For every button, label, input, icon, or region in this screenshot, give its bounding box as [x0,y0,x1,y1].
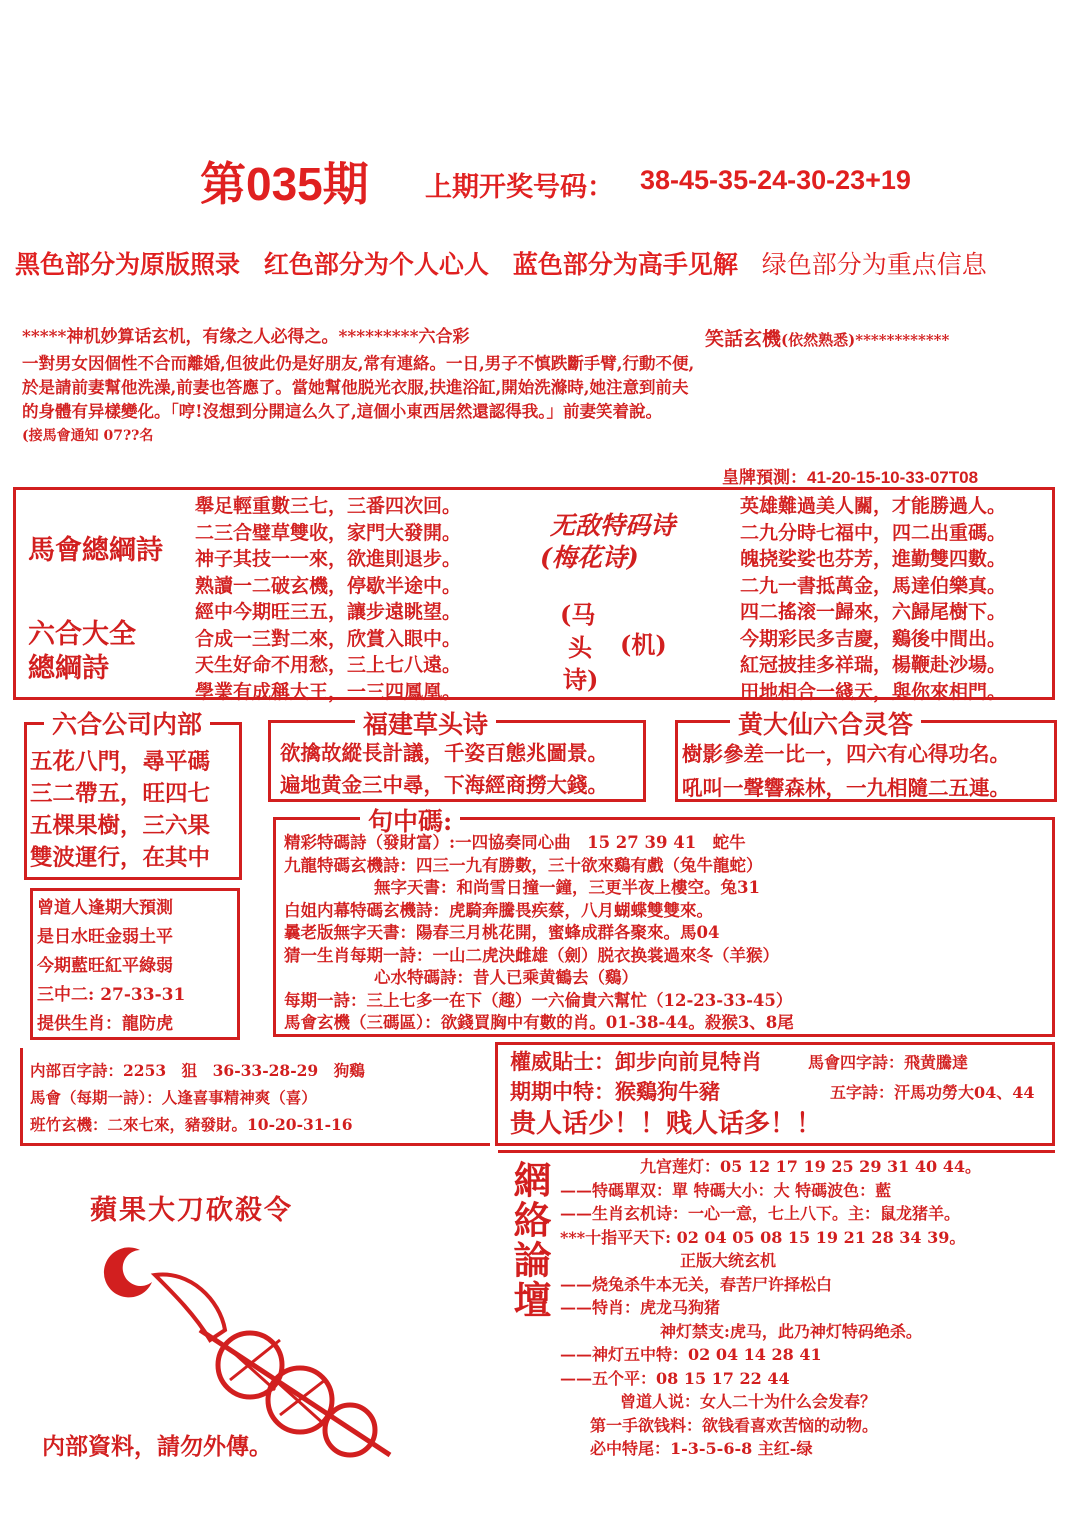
joke-header-right [705,324,949,351]
poem-line: 二九分時七福中，四二出重碼。 [740,521,1007,544]
fujian-line: 欲擒故縱長計議，千姿百態兆圖景。 [280,741,608,765]
joke-title: 笑話玄機 [705,328,782,350]
poem-line: 舉足輕重數三七，三番四次回。 [195,495,462,517]
huang-line: 吼叫一聲響森林，一九相隨二五連。 [682,776,1010,800]
sentence-title: 句中碼: [360,802,460,838]
forum-line: 神灯禁支:虎马，此乃神灯特码绝杀。 [660,1321,922,1341]
inner-line: 内部百字詩：2253 狙 36-33-28-29 狗鷄 [30,1061,365,1080]
zeng-line: 三中二: 27-33-31 [37,985,186,1005]
poem-mid-char-4: 诗) [563,665,599,694]
poem-left-title-3: 總綱詩 [28,653,109,684]
authority-label-2: 期期中特： [510,1079,615,1104]
sentence-line: 九龍特碼玄機詩：四三一九有勝數，三十欲來鷄有戲（兔牛龍蛇） [284,855,763,875]
legend-red: 红色部分为个人心人 [263,251,489,279]
poem-mid-char-1: (马 [560,600,596,629]
poem-line: 二九一書抵萬金，馬達伯樂真。 [740,574,1007,597]
fujian-lines [280,737,608,801]
forum-line: ——神灯五中特：02 04 14 28 41 [560,1345,822,1364]
authority-side-2: 五字詩：汗馬功勞大04、44 [830,1083,1035,1102]
poem-line: 經中今期旺三五，讓步遠眺望。 [195,601,462,623]
authority-text-2: 猴鷄狗牛豬 [615,1079,720,1104]
poem-mid-title-1: 无敌特码诗 [550,511,676,540]
poem-line: 學業有成稱大王，一三四鳳凰。 [195,680,462,703]
fujian-title: 福建草头诗 [355,705,496,741]
poem-mid-title-2: (梅花诗) [540,543,639,572]
zeng-lines [37,894,185,1039]
huang-line: 樹影參差一比一，四六有心得功名。 [682,742,1010,766]
poem-line: 合成一三對二來，欣賞入眼中。 [195,627,462,650]
zeng-line: 提供生肖：龍防虎 [37,1014,173,1034]
poem-line: 田地相合一綫天，與你來相門。 [740,680,1007,703]
inner-lines [30,1057,365,1138]
poem-left-title-2: 六合大全 [28,619,136,650]
authority-label-1: 權威貼士： [510,1049,615,1074]
poem-line: 今期彩民多吉慶，鷄後中間出。 [740,627,1007,650]
company-line: 雙波運行，在其中 [30,845,211,871]
joke-header-left: *****神机妙算话玄机，有缘之人必得之。*********六合彩 [22,327,470,347]
joke-line: 的身體有异樣變化。「哼!沒想到分開這么久了,這個小東西居然還認得我。」前妻笑着說。 [22,402,662,421]
poem-right [740,493,1006,705]
joke-line: (接馬會通知 07??名 [22,428,154,444]
color-legend [15,245,987,281]
forum-line: 第一手欲钱料：欲钱看喜欢苦恼的动物。 [590,1415,879,1435]
poem-line: 四二搖滚一歸來，六歸尾樹下。 [740,601,1007,623]
inner-line: 班竹玄機：二來七來，豬發財。10-20-31-16 [30,1115,353,1134]
sentence-line: 馬會玄機（三碼區）：欲錢買胸中有數的肖。01-38-44。殺猴3、8尾 [284,1013,794,1032]
joke-body [22,352,1062,448]
sword-illustration [100,1230,420,1460]
last-draw-label: 上期开奖号码： [425,172,614,202]
legend-green: 绿色部分为重点信息 [761,251,987,279]
forum-divider [498,1150,1055,1153]
sentence-line: 無字天書：和尚雪日撞一鐘，三更半夜上樓空。兔31 [374,878,760,897]
zeng-line: 是日水旺金弱土平 [37,927,173,947]
authority-text-1: 卸步向前見特肖 [615,1049,762,1074]
poem-line: 神子其技一一來，欲進則退步。 [195,548,462,570]
sentence-line: 心水特碼詩：昔人已乘黄鶴去（鷄） [374,968,638,987]
zeng-title: 曾道人逢期大預測 [37,898,173,918]
poem-line: 熟讀一二破玄機，停歇半途中。 [195,574,462,597]
joke-line: 於是請前妻幫他洗澡,前妻也答應了。當她幫他脱光衣服,扶進浴缸,開始洗滌時,她注意到前夫 [22,378,689,397]
huang-lines [682,737,1010,805]
fujian-line: 遍地黄金三中尋，下海經商撈大錢。 [280,773,608,797]
authority-slogan: 贵人话少！！贱人话多！！ [510,1109,823,1139]
poem-line: 天生好命不用愁，三上七八遠。 [195,654,462,676]
authority-row-1 [510,1046,762,1076]
forecast: 皇牌預測：41-20-15-10-33-07T08 [722,468,979,487]
sentence-line: 白姐内幕特碼玄機詩：虎騎奔騰畏疾蔡，八月蝴蝶雙雙來。 [284,900,713,920]
forum-lines [560,1155,981,1461]
forum-line: 曾道人说：女人二十为什么会发春？ [620,1392,877,1411]
forum-line: ——生肖玄机诗：一心一意，七上八下。主：鼠龙猪羊。 [560,1204,961,1223]
poem-mid-char-3: (机) [620,630,667,659]
forum-line: ——烧兔杀牛本无关，春苦尸许择松白 [560,1274,833,1294]
joke-note: (依然熟悉) [781,331,856,349]
joke-line: 一對男女因個性不合而離婚,但彼此仍是好朋友,常有連絡。一日,男子不慎跌斷手臂,行動不便, [22,354,695,373]
company-line: 三二帶五，旺四七 [30,781,211,807]
poem-line: 魄挠娑娑也芬芳，進勤雙四數。 [740,548,1007,570]
forum-line: 九宫莲灯：05 12 17 19 25 29 31 40 44。 [640,1157,981,1176]
poem-line: 二三合璧草雙收，家門大發開。 [195,521,462,544]
zeng-line: 今期藍旺紅平綠弱 [37,956,173,976]
sentence-line: 曩老版無字天書：陽春三月桃花開，蜜蜂成群各聚來。馬04 [284,923,720,942]
forum-line: ***十指平天下: 02 04 05 08 15 19 21 28 34 39。 [560,1227,966,1247]
forum-line: 正版大统玄机 [680,1251,777,1270]
poem-line: 紅冠披挂多祥瑞，楊鞭赴沙場。 [740,654,1007,676]
issue-number: 第035期 [200,158,369,210]
legend-black: 黑色部分为原版照录 [15,251,241,279]
company-line: 五花八門，尋平碼 [30,749,211,775]
crescent-icon [104,1247,152,1297]
sword-note: 内部資料，請勿外傳。 [42,1433,272,1460]
authority-side-1: 馬會四字詩：飛黄騰達 [808,1053,969,1072]
last-draw-numbers: 38-45-35-24-30-23+19 [640,165,911,195]
blade-icon [155,1274,225,1340]
forum-line: 必中特尾：1-3-5-6-8 主红-绿 [590,1439,813,1458]
legend-blue: 蓝色部分为高手见解 [512,251,738,279]
sentence-line: 猜一生肖每期一詩：一山二虎決雌雄（劍）脱衣换裳過來冬（羊猴） [284,945,779,965]
sentence-line: 每期一詩：三上七多一在下（趣）一六倫貴六幫忙（12-23-33-45） [284,990,793,1010]
poem-mid-char-2: 头 [568,633,592,662]
company-lines [30,746,210,874]
forum-line: ——特肖：虎龙马狗猪 [560,1298,721,1317]
forum-line: ——特碼單双：單 特碼大小：大 特碼波色：藍 [560,1180,892,1200]
sentence-lines [284,832,794,1035]
forum-vertical-title: 網絡論壇 [507,1160,552,1320]
poem-left-title-1: 馬會總綱詩 [28,535,163,566]
sword-title: 蘋果大刀砍殺令 [90,1195,293,1226]
joke-stars: ************ [855,331,950,349]
authority-row-2 [510,1076,720,1106]
poem-line: 英雄難過美人關，才能勝過人。 [740,495,1007,517]
sentence-line: 精彩特碼詩（發財富）:一四協奏同心曲 15 27 39 41 蛇牛 [284,833,746,852]
company-title: 六合公司内部 [44,705,210,741]
inner-line: 馬會（每期一詩）：人逢喜事精神爽（喜） [30,1088,317,1107]
forum-line: ——五个平：08 15 17 22 44 [560,1368,790,1388]
poem-center [195,493,461,705]
huang-title: 黄大仙六合灵答 [730,705,921,741]
company-line: 五棵果樹，三六果 [30,813,211,839]
